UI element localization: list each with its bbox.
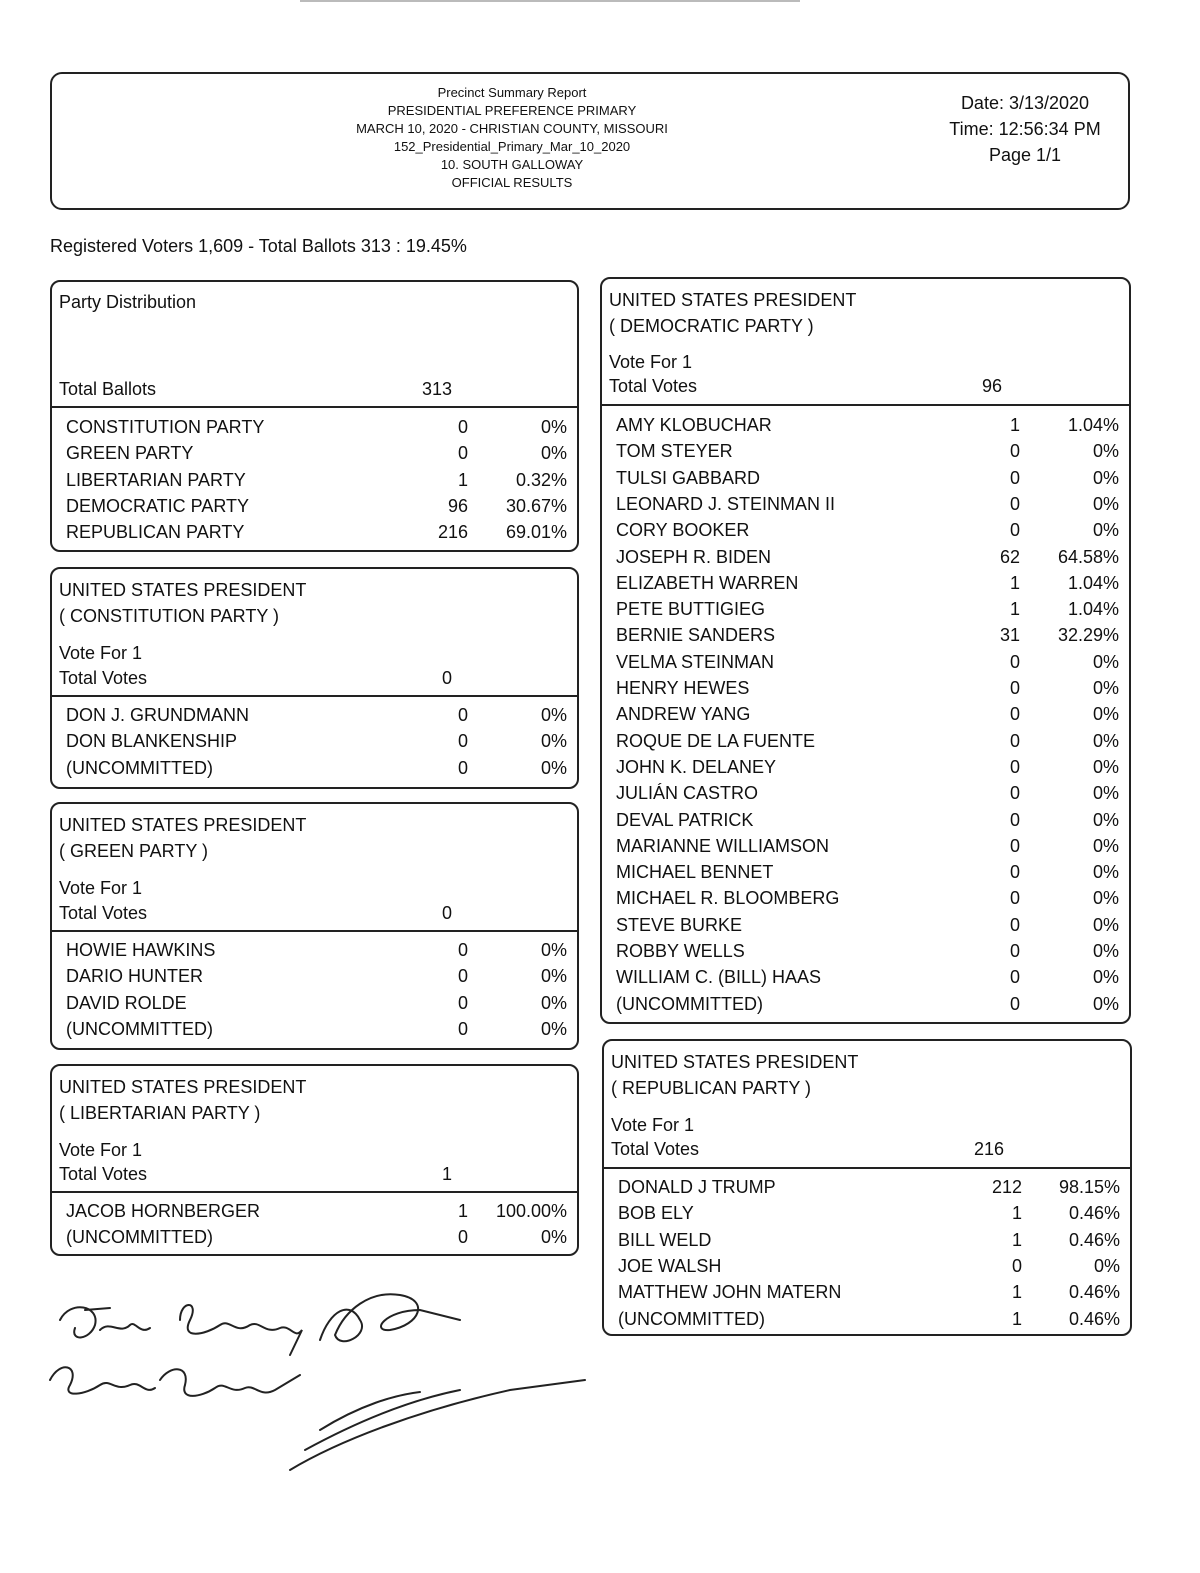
- table-row: [616, 675, 1119, 701]
- contest-office: UNITED STATES PRESIDENT: [609, 290, 857, 310]
- table-row: [616, 596, 1119, 622]
- contest-party: ( GREEN PARTY ): [59, 841, 209, 861]
- table-row: [616, 754, 1119, 780]
- row-percent: 0%: [1092, 756, 1119, 777]
- row-count: 0: [1011, 1255, 1022, 1276]
- table-row: [66, 414, 567, 440]
- row-count: 0: [1009, 809, 1020, 830]
- contest-office: UNITED STATES PRESIDENT: [611, 1052, 859, 1072]
- report-meta: [930, 90, 1120, 168]
- row-percent: 1.04%: [1067, 415, 1119, 435]
- row-name: DON BLANKENSHIP: [66, 731, 238, 752]
- row-count: 0: [1009, 651, 1020, 672]
- row-name: DON J. GRUNDMANN: [66, 705, 249, 725]
- total-ballots-value: 313: [421, 379, 452, 399]
- row-name: VELMA STEINMAN: [616, 651, 775, 672]
- table-row: [616, 885, 1119, 911]
- row-name: CORY BOOKER: [616, 520, 750, 541]
- row-name: (UNCOMMITTED): [66, 1018, 213, 1039]
- row-percent: 64.58%: [1057, 546, 1119, 567]
- table-row: [616, 991, 1119, 1017]
- scan-edge-line: [300, 0, 800, 2]
- table-row: [616, 438, 1119, 464]
- row-percent: 0%: [1092, 783, 1119, 804]
- contest-party: ( CONSTITUTION PARTY ): [59, 606, 280, 626]
- row-count: 1: [1011, 1229, 1022, 1250]
- table-row: [616, 912, 1119, 938]
- row-count: 1: [457, 469, 468, 490]
- report-title: Precinct Summary Report: [437, 85, 587, 100]
- libertarian-party-box: [50, 1064, 579, 1256]
- row-name: MARIANNE WILLIAMSON: [616, 835, 830, 856]
- row-count: 0: [457, 1018, 468, 1039]
- row-count: 0: [1009, 520, 1020, 541]
- row-count: 1: [457, 1201, 468, 1221]
- republican-party-box: [602, 1039, 1132, 1336]
- row-name: DARIO HUNTER: [66, 966, 204, 987]
- table-row: [66, 702, 567, 728]
- page-number: Page 1/1: [988, 145, 1062, 165]
- table-row: [66, 937, 567, 963]
- row-percent: 0%: [1092, 441, 1119, 462]
- row-count: 0: [1009, 993, 1020, 1014]
- signature-3: [320, 1294, 460, 1341]
- total-votes-value: 216: [973, 1139, 1004, 1159]
- row-name: BOB ELY: [618, 1203, 694, 1224]
- signature-2: [180, 1305, 302, 1355]
- row-count: 0: [1009, 914, 1020, 935]
- table-row: [616, 964, 1119, 990]
- table-row: [616, 701, 1119, 727]
- row-percent: 0%: [540, 757, 567, 778]
- table-row: [616, 570, 1119, 596]
- contest-title: [59, 812, 306, 864]
- row-count: 0: [1009, 704, 1020, 725]
- row-name: JOSEPH R. BIDEN: [616, 546, 772, 567]
- party-distribution-box: [50, 280, 579, 552]
- row-percent: 98.15%: [1058, 1177, 1120, 1197]
- row-count: 1: [1009, 572, 1020, 593]
- row-percent: 0.46%: [1068, 1308, 1120, 1329]
- row-count: 0: [457, 417, 468, 437]
- row-name: WILLIAM C. (BILL) HAAS: [616, 967, 822, 988]
- row-percent: 0%: [1092, 809, 1119, 830]
- row-name: LEONARD J. STEINMAN II: [616, 493, 836, 514]
- divider: [52, 930, 577, 932]
- divider: [52, 406, 577, 408]
- row-name: JOHN K. DELANEY: [616, 756, 777, 777]
- row-percent: 0.46%: [1068, 1282, 1120, 1303]
- results-status: OFFICIAL RESULTS: [451, 175, 573, 190]
- table-row: [66, 963, 567, 989]
- row-percent: 0%: [1092, 651, 1119, 672]
- row-percent: 0%: [1092, 520, 1119, 541]
- report-header-titles: [252, 84, 772, 192]
- row-count: 216: [437, 522, 468, 543]
- row-percent: 0.32%: [515, 469, 567, 490]
- row-name: STEVE BURKE: [616, 914, 743, 935]
- row-percent: 0%: [540, 940, 567, 960]
- row-name: BILL WELD: [618, 1229, 712, 1250]
- row-percent: 0%: [540, 417, 567, 437]
- total-votes-label: Total Votes: [59, 903, 148, 923]
- row-percent: 0%: [1092, 730, 1119, 751]
- row-percent: 0%: [1092, 835, 1119, 856]
- contest-title: [59, 1074, 306, 1126]
- signature-5: [290, 1380, 585, 1470]
- row-count: 1: [1009, 599, 1020, 620]
- row-count: 0: [457, 705, 468, 725]
- row-name: PETE BUTTIGIEG: [616, 599, 766, 620]
- row-percent: 0%: [1092, 914, 1119, 935]
- row-name: LIBERTARIAN PARTY: [66, 469, 246, 490]
- row-count: 212: [991, 1177, 1022, 1197]
- total-votes-value: 1: [441, 1164, 452, 1184]
- table-row: [618, 1279, 1120, 1305]
- table-row: [618, 1253, 1120, 1279]
- row-count: 0: [1009, 941, 1020, 961]
- row-name: AMY KLOBUCHAR: [616, 415, 772, 435]
- table-row: [66, 1198, 567, 1224]
- row-count: 0: [457, 1227, 468, 1248]
- handwritten-signatures: [40, 1280, 600, 1480]
- vote-for-label: Vote For 1: [59, 878, 143, 898]
- table-row: [66, 493, 567, 519]
- total-votes-label: Total Votes: [609, 376, 698, 396]
- contest-office: UNITED STATES PRESIDENT: [59, 1077, 307, 1097]
- table-row: [66, 467, 567, 493]
- table-row: [616, 859, 1119, 885]
- row-percent: 0%: [1092, 967, 1119, 988]
- precinct-name: 10. SOUTH GALLOWAY: [440, 157, 584, 172]
- row-count: 96: [447, 495, 468, 516]
- row-percent: 30.67%: [505, 495, 567, 516]
- divider: [52, 1191, 577, 1193]
- row-percent: 0%: [540, 731, 567, 752]
- row-count: 62: [999, 546, 1020, 567]
- row-count: 0: [1009, 967, 1020, 988]
- election-date-county: MARCH 10, 2020 - CHRISTIAN COUNTY, MISSOURI: [356, 121, 668, 136]
- row-percent: 1.04%: [1067, 599, 1119, 620]
- row-name: JULIÁN CASTRO: [616, 783, 759, 804]
- table-row: [66, 755, 567, 781]
- contest-party: ( LIBERTARIAN PARTY ): [59, 1103, 261, 1123]
- row-count: 0: [1009, 493, 1020, 514]
- row-name: DEVAL PATRICK: [616, 809, 754, 830]
- row-count: 1: [1011, 1203, 1022, 1224]
- divider: [604, 1167, 1130, 1169]
- row-count: 0: [1009, 730, 1020, 751]
- row-name: BERNIE SANDERS: [616, 625, 776, 646]
- table-row: [618, 1227, 1120, 1253]
- table-row: [618, 1306, 1120, 1332]
- table-row: [618, 1200, 1120, 1226]
- table-row: [618, 1174, 1120, 1200]
- row-count: 1: [1011, 1308, 1022, 1329]
- table-row: [616, 517, 1119, 543]
- contest-title: [59, 577, 306, 629]
- row-name: (UNCOMMITTED): [66, 1227, 213, 1248]
- row-count: 0: [1009, 888, 1020, 909]
- row-name: JACOB HORNBERGER: [66, 1201, 261, 1221]
- row-percent: 0%: [1092, 941, 1119, 961]
- total-votes-value: 0: [441, 668, 452, 688]
- vote-for-label: Vote For 1: [59, 1140, 143, 1160]
- election-id: 152_Presidential_Primary_Mar_10_2020: [393, 139, 631, 154]
- row-name: MATTHEW JOHN MATERN: [618, 1282, 842, 1303]
- table-row: [66, 1016, 567, 1042]
- table-row: [616, 544, 1119, 570]
- row-name: GREEN PARTY: [66, 443, 194, 464]
- row-count: 1: [1009, 415, 1020, 435]
- contest-party: ( DEMOCRATIC PARTY ): [609, 316, 814, 336]
- row-percent: 0%: [540, 966, 567, 987]
- table-row: [616, 807, 1119, 833]
- row-percent: 0%: [1092, 678, 1119, 698]
- row-name: ROBBY WELLS: [616, 941, 745, 961]
- divider: [602, 404, 1129, 406]
- row-count: 0: [1009, 783, 1020, 804]
- row-percent: 0%: [1092, 993, 1119, 1014]
- row-name: CONSTITUTION PARTY: [66, 417, 265, 437]
- row-percent: 0%: [1092, 704, 1119, 725]
- green-party-box: [50, 802, 579, 1050]
- contest-party: ( REPUBLICAN PARTY ): [611, 1078, 812, 1098]
- row-percent: 1.04%: [1067, 572, 1119, 593]
- total-votes-value: 0: [441, 903, 452, 923]
- row-percent: 69.01%: [505, 522, 567, 543]
- row-percent: 100.00%: [495, 1201, 567, 1221]
- row-count: 0: [1009, 862, 1020, 883]
- row-name: DAVID ROLDE: [66, 992, 187, 1013]
- contest-title: [611, 1049, 858, 1101]
- row-name: MICHAEL BENNET: [616, 862, 774, 883]
- table-row: [66, 519, 567, 545]
- row-count: 0: [1009, 441, 1020, 462]
- table-row: [616, 491, 1119, 517]
- row-name: (UNCOMMITTED): [66, 757, 213, 778]
- row-percent: 0%: [1092, 862, 1119, 883]
- signature-1: [60, 1307, 150, 1337]
- signature-4: [50, 1367, 300, 1396]
- row-name: HENRY HEWES: [616, 678, 750, 698]
- row-percent: 0%: [1092, 493, 1119, 514]
- table-row: [66, 990, 567, 1016]
- table-row: [616, 833, 1119, 859]
- total-votes-value: 96: [981, 376, 1002, 396]
- box-title: Party Distribution: [59, 292, 197, 312]
- vote-for-label: Vote For 1: [609, 352, 693, 372]
- row-count: 0: [457, 940, 468, 960]
- vote-for-label: Vote For 1: [611, 1115, 695, 1135]
- row-count: 0: [1009, 678, 1020, 698]
- constitution-party-box: [50, 567, 579, 789]
- report-header: [50, 72, 1130, 210]
- row-percent: 0%: [540, 1227, 567, 1248]
- vote-for-label: Vote For 1: [59, 643, 143, 663]
- table-row: [616, 465, 1119, 491]
- row-count: 0: [457, 992, 468, 1013]
- democratic-party-box: [600, 277, 1131, 1024]
- row-percent: 0%: [540, 1018, 567, 1039]
- contest-title: [609, 287, 856, 339]
- table-row: [616, 622, 1119, 648]
- row-percent: 0%: [540, 992, 567, 1013]
- row-name: DONALD J TRUMP: [618, 1177, 776, 1197]
- table-row: [66, 440, 567, 466]
- row-name: DEMOCRATIC PARTY: [66, 495, 250, 516]
- table-row: [616, 728, 1119, 754]
- row-percent: 0.46%: [1068, 1203, 1120, 1224]
- row-name: TOM STEYER: [616, 441, 733, 462]
- row-percent: 0%: [1093, 1255, 1120, 1276]
- registered-voters-summary: Registered Voters 1,609 - Total Ballots 313 : 19.45%: [50, 236, 467, 256]
- row-name: (UNCOMMITTED): [618, 1308, 765, 1329]
- row-count: 31: [999, 625, 1020, 646]
- row-name: MICHAEL R. BLOOMBERG: [616, 888, 840, 909]
- row-percent: 32.29%: [1057, 625, 1119, 646]
- election-name: PRESIDENTIAL PREFERENCE PRIMARY: [387, 103, 637, 118]
- row-count: 0: [1009, 835, 1020, 856]
- total-votes-label: Total Votes: [59, 668, 148, 688]
- row-count: 0: [457, 731, 468, 752]
- row-percent: 0%: [1092, 467, 1119, 488]
- row-name: REPUBLICAN PARTY: [66, 522, 245, 543]
- row-name: TULSI GABBARD: [616, 467, 761, 488]
- row-count: 0: [457, 966, 468, 987]
- table-row: [616, 780, 1119, 806]
- row-name: ROQUE DE LA FUENTE: [616, 730, 816, 751]
- row-name: (UNCOMMITTED): [616, 993, 763, 1014]
- row-count: 1: [1011, 1282, 1022, 1303]
- row-count: 0: [1009, 756, 1020, 777]
- row-name: ELIZABETH WARREN: [616, 572, 799, 593]
- row-percent: 0%: [540, 443, 567, 464]
- table-row: [616, 649, 1119, 675]
- contest-office: UNITED STATES PRESIDENT: [59, 580, 307, 600]
- contest-office: UNITED STATES PRESIDENT: [59, 815, 307, 835]
- row-percent: 0.46%: [1068, 1229, 1120, 1250]
- row-count: 0: [1009, 467, 1020, 488]
- report-date: Date: 3/13/2020: [960, 93, 1090, 113]
- report-time: Time: 12:56:34 PM: [949, 119, 1101, 139]
- row-percent: 0%: [1092, 888, 1119, 909]
- table-row: [616, 938, 1119, 964]
- table-row: [66, 728, 567, 754]
- row-percent: 0%: [540, 705, 567, 725]
- row-count: 0: [457, 443, 468, 464]
- table-row: [66, 1224, 567, 1250]
- row-name: HOWIE HAWKINS: [66, 940, 216, 960]
- total-votes-label: Total Votes: [59, 1164, 148, 1184]
- table-row: [616, 412, 1119, 438]
- row-name: ANDREW YANG: [616, 704, 751, 725]
- row-count: 0: [457, 757, 468, 778]
- row-name: JOE WALSH: [618, 1255, 722, 1276]
- divider: [52, 695, 577, 697]
- total-ballots-label: Total Ballots: [59, 379, 157, 399]
- total-votes-label: Total Votes: [611, 1139, 700, 1159]
